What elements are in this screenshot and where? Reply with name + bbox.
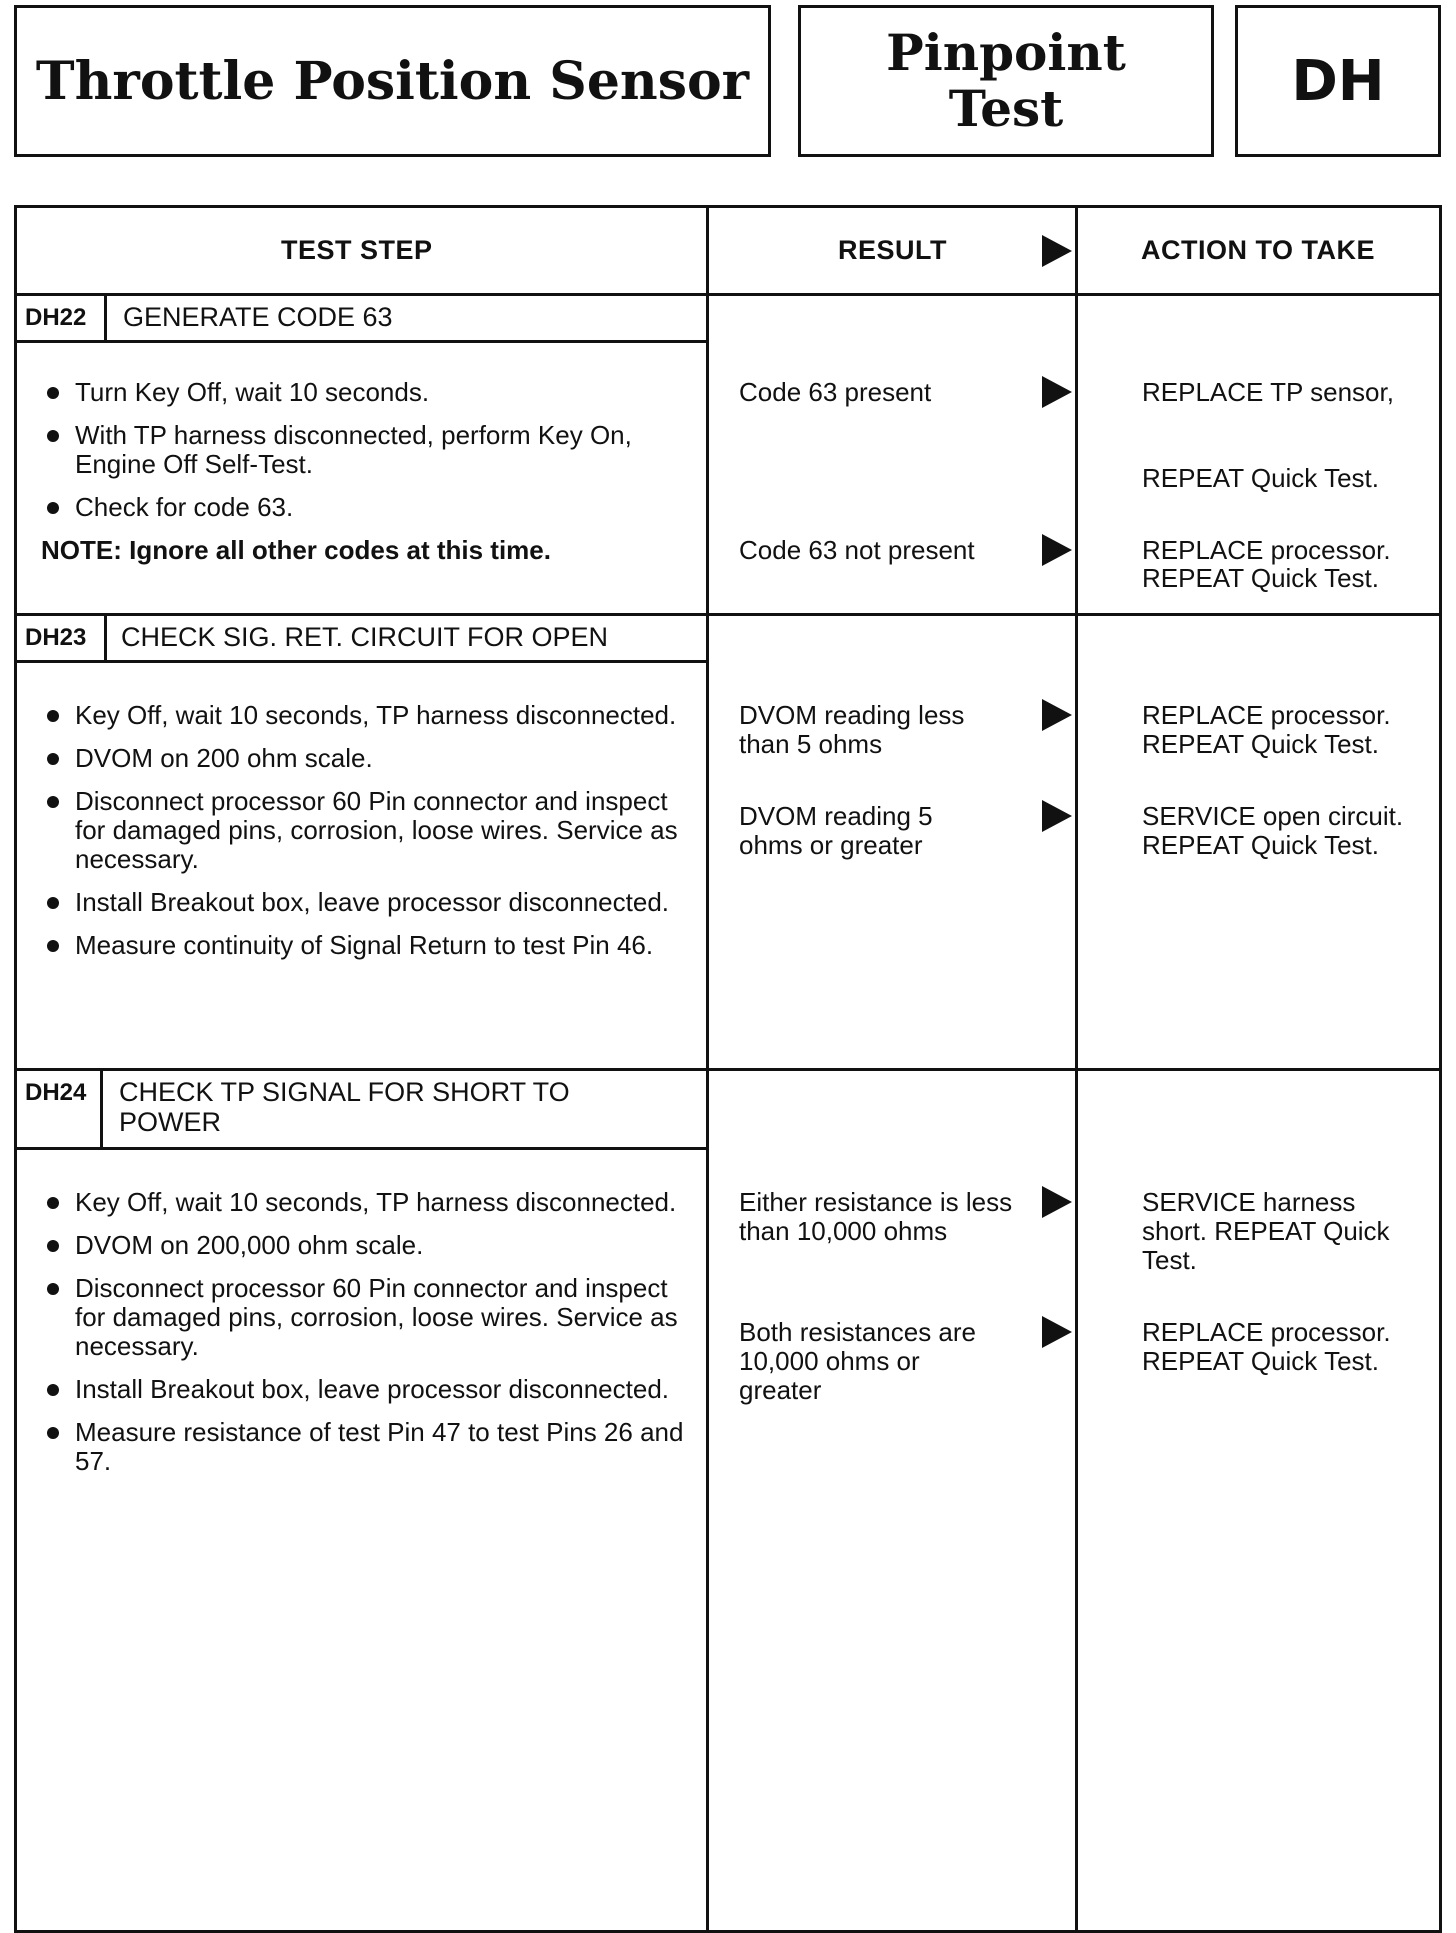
step-title: CHECK TP SIGNAL FOR SHORT TO POWER	[119, 1077, 570, 1137]
step-instructions-dh22	[41, 377, 695, 565]
header-title-box	[14, 5, 771, 157]
step-id: DH22	[17, 296, 107, 340]
step-title: CHECK SIG. RET. CIRCUIT FOR OPEN	[121, 622, 609, 652]
action-text: REPLACE processor.	[1142, 535, 1391, 565]
list-item: DVOM on 200 ohm scale.	[45, 744, 695, 773]
list-item: With TP harness disconnected, perform Key On, Engine Off Self-Test.	[45, 421, 695, 479]
header-code-box	[1235, 5, 1441, 157]
action-text: REPLACE processor. REPEAT Quick Test.	[1142, 700, 1391, 759]
list-item: Key Off, wait 10 seconds, TP harness disconnected.	[45, 701, 695, 730]
list-item: Install Breakout box, leave processor disconnected.	[45, 1375, 695, 1404]
action-text: SERVICE open circuit. REPEAT Quick Test.	[1142, 801, 1404, 860]
result-text: Both resistances are 10,000 ohms or greater	[739, 1317, 977, 1405]
result-text: DVOM reading less than 5 ohms	[739, 700, 965, 759]
step-id: DH24	[17, 1071, 103, 1147]
list-item: Measure continuity of Signal Return to test Pin 46.	[45, 931, 695, 960]
action-text: SERVICE harness short. REPEAT Quick Test.	[1142, 1187, 1390, 1275]
arrow-icon	[1042, 235, 1072, 272]
action-text: REPLACE processor. REPEAT Quick Test.	[1142, 1317, 1391, 1376]
step-header-dh23	[17, 616, 706, 663]
step-title: GENERATE CODE 63	[123, 302, 393, 332]
arrow-icon	[1042, 1186, 1072, 1223]
step-instructions-dh24	[45, 1188, 695, 1490]
arrow-icon	[1042, 1316, 1072, 1353]
step-note: NOTE: Ignore all other codes at this time.	[41, 535, 551, 565]
list-item: Check for code 63.	[45, 493, 695, 522]
column-header-result: RESULT	[838, 235, 947, 265]
arrow-icon	[1042, 376, 1072, 413]
result-text: Code 63 not present	[739, 535, 975, 565]
page-title: Throttle Position Sensor	[35, 50, 750, 112]
pinpoint-label: Pinpoint	[886, 23, 1126, 82]
column-header-action: ACTION TO TAKE	[1141, 235, 1375, 265]
step-header-dh22	[17, 296, 706, 343]
list-item: Install Breakout box, leave processor disconnected.	[45, 888, 695, 917]
result-text: Code 63 present	[739, 377, 932, 407]
list-item: DVOM on 200,000 ohm scale.	[45, 1231, 695, 1260]
list-item: Disconnect processor 60 Pin connector and inspect for damaged pins, corrosion, loose wires. Service as necessary.	[45, 1274, 695, 1361]
arrow-icon	[1042, 534, 1072, 571]
arrow-icon	[1042, 800, 1072, 837]
list-item: Turn Key Off, wait 10 seconds.	[45, 378, 695, 407]
arrow-icon	[1042, 699, 1072, 736]
test-label: Test	[948, 79, 1064, 138]
action-text: REPLACE TP sensor,	[1142, 377, 1394, 407]
list-item: Measure resistance of test Pin 47 to test Pins 26 and 57.	[45, 1418, 695, 1476]
column-header-test-step: TEST STEP	[281, 235, 433, 265]
test-code: DH	[1291, 48, 1385, 114]
action-text: REPEAT Quick Test.	[1142, 463, 1379, 493]
step-id: DH23	[17, 616, 107, 660]
list-item: Disconnect processor 60 Pin connector and inspect for damaged pins, corrosion, loose wires. Service as necessary.	[45, 787, 695, 874]
result-text: DVOM reading 5 ohms or greater	[739, 801, 933, 860]
step-instructions-dh23	[45, 701, 695, 974]
header-pinpoint-box	[798, 5, 1214, 157]
step-header-dh24	[17, 1071, 706, 1150]
pinpoint-table	[14, 205, 1442, 1933]
result-text: Either resistance is less than 10,000 ohms	[739, 1187, 1013, 1246]
list-item: Key Off, wait 10 seconds, TP harness disconnected.	[45, 1188, 695, 1217]
action-text: REPEAT Quick Test.	[1142, 563, 1379, 593]
